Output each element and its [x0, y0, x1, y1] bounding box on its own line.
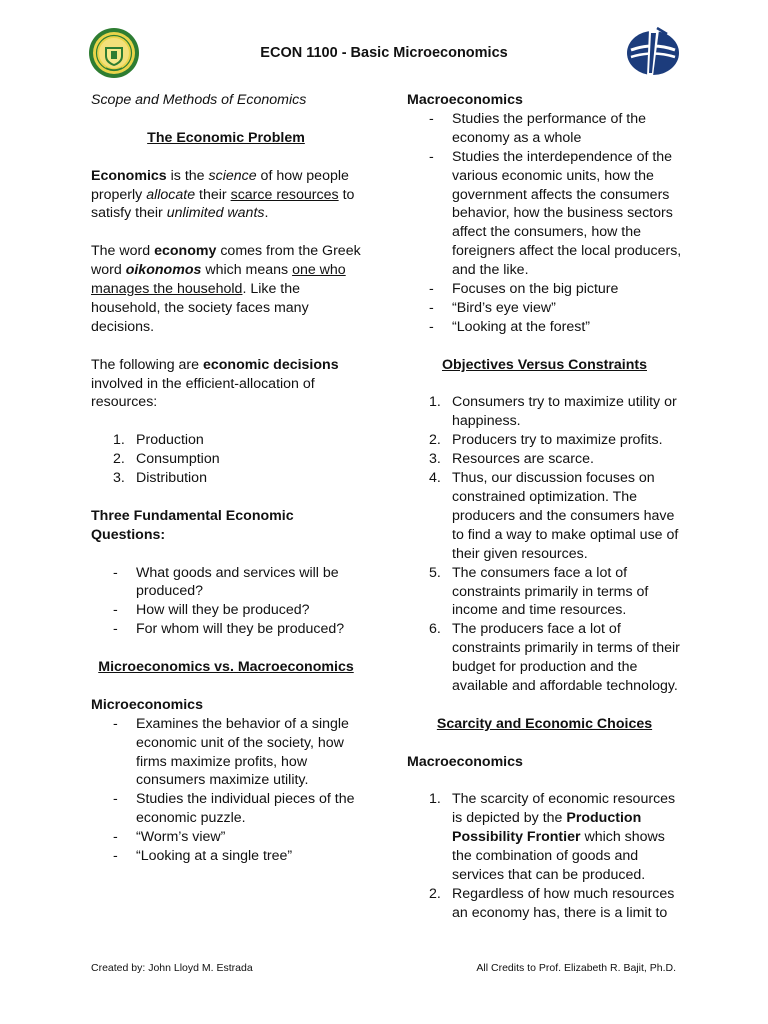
section-subtitle: Scope and Methods of Economics [91, 92, 307, 108]
left-column [91, 91, 361, 866]
heading-scarcity-choices: Scarcity and Economic Choices [436, 715, 653, 732]
list-item: - Examines the behavior of a single economic unit of the society, how firms maximize profits, how consumers maximize utility. [113, 715, 349, 789]
right-column [407, 91, 682, 923]
list-item: - Focuses on the big picture [429, 281, 619, 298]
heading-micro-vs-macro: Microeconomics vs. Macroeconomics [98, 659, 354, 676]
heading-economic-problem: The Economic Problem [147, 129, 305, 146]
list-item: - “Looking at the forest” [429, 318, 591, 335]
heading-objectives-constraints: Objectives Versus Constraints [441, 356, 647, 373]
heading-macroeconomics: Macroeconomics [407, 92, 523, 108]
document-title: ECON 1100 - Basic Microeconomics [260, 45, 508, 61]
list-item: 1. Consumers try to maximize utility or happiness. [429, 394, 677, 430]
list-item: 1. Production [113, 432, 204, 449]
list-item: 4. Thus, our discussion focuses on constrained optimization. The producers and the consumers have to find a way to make optimal use of their given resources. [429, 470, 679, 562]
list-item: - “Worm’s view” [113, 829, 226, 846]
list-item: - Studies the interdependence of the various economic units, how the government affects the consumers behavior, how the business sectors affect the consumers, how the foreigners affect the local producers, and the like. [429, 148, 682, 279]
list-item: 2. Consumption [113, 451, 220, 468]
list-item: 2. Producers try to maximize profits. [429, 432, 663, 449]
list-item: 6. The producers face a lot of constraints primarily in terms of their budget for production and the available and affordable technology. [429, 621, 680, 695]
list-item: - How will they be produced? [113, 602, 310, 619]
list-item: 3. Resources are scarce. [429, 451, 594, 468]
heading-fundamental-questions: Three Fundamental Economic Questions: [91, 507, 294, 543]
list-item: - Studies the individual pieces of the economic puzzle. [113, 791, 355, 827]
list-item: - “Bird’s eye view” [429, 299, 556, 316]
economic-decisions-intro: The following are economic decisions involved in the efficient-allocation of resources: [91, 356, 339, 411]
heading-macroeconomics-2: Macroeconomics [407, 753, 523, 770]
list-item: 3. Distribution [113, 470, 207, 487]
list-item: - Studies the performance of the economy as a whole [429, 110, 647, 146]
fundamental-questions-list [91, 564, 361, 640]
list-item: - For whom will they be produced? [113, 621, 345, 638]
footer-credit-professor: All Credits to Prof. Elizabeth R. Bajit, Ph.D. [476, 962, 676, 974]
list-item: - “Looking at a single tree” [113, 848, 293, 865]
list-item: - What goods and services will be produced? [113, 564, 339, 600]
list-item: 2. Regardless of how much resources an economy has, there is a limit to [429, 885, 675, 921]
economics-definition: Economics is the science of how people properly allocate their scarce resources to satisfy their unlimited wants. [91, 167, 355, 222]
microeconomics-list [91, 715, 361, 866]
department-logo [625, 26, 681, 78]
list-item: 5. The consumers face a lot of constraints primarily in terms of income and time resources. [429, 564, 649, 619]
economy-etymology: The word economy comes from the Greek word oikonomos which means one who manages the household. Like the household, the society faces many decisions. [91, 243, 361, 335]
heading-microeconomics: Microeconomics [91, 696, 203, 713]
economic-decisions-list [91, 431, 361, 488]
objectives-list [407, 393, 682, 696]
scarcity-list [407, 790, 682, 922]
page-header [0, 0, 768, 95]
macroeconomics-list [407, 110, 682, 337]
list-item: 1. The scarcity of economic resources is depicted by the Production Possibility Frontier which shows the combination of goods and services that can be produced. [429, 791, 676, 884]
footer-credit-author: Created by: John Lloyd M. Estrada [91, 962, 253, 974]
